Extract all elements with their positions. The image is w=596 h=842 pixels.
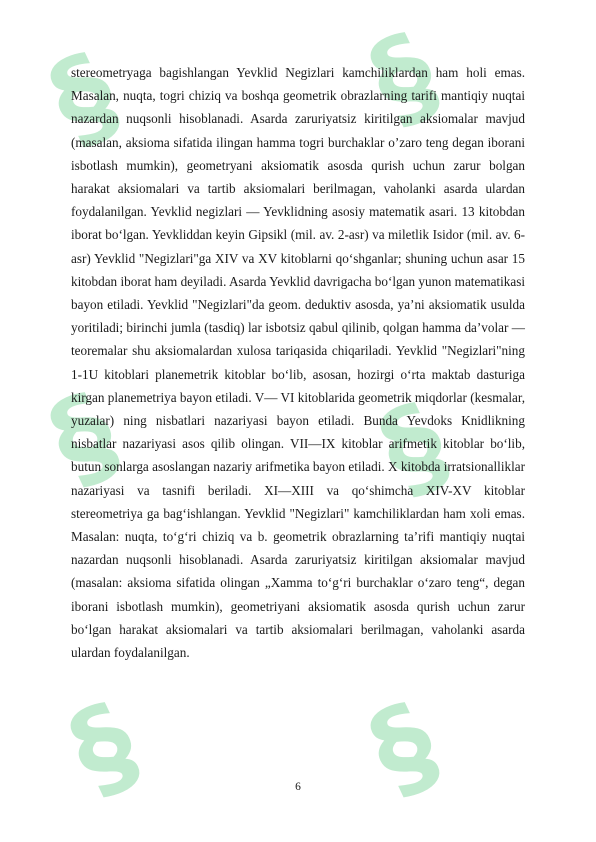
svg-text:§: § [351,677,456,817]
svg-text:§: § [361,377,466,517]
body-paragraph: stereometryaga bagishlangan Yevklid Negizlari kamchiliklardan ham holi emas. Masalan, nuqta, togri chiziq va boshqa geometrik obrazlarning tarifi mantiqiy nuqtai nazardan nuqsonli hisoblanadi. Asarda zaruriyatsiz kiritilgan aksiomalar mavjud (masalan, aksioma sifatida ilingan hamma togri burchaklar o’zaro teng degan iborani isbotlash mumkin), geometryani aksiomatik asosda qurish uchun zarur bolgan harakat aksiomalari va tartib aksiomalari berilmagan, vaholanki asarda ulardan foydalanilgan. Yevklid negizlari — Yevklidning asosiy matematik asari. 13 kitobdan iborat boʻlgan. Yevkliddan keyin Gipsikl (mil. av. 2-asr) va miletlik Isidor (mil. av. 6-asr) Yevklid "Negizlari"ga XIV va XV kitoblarni qoʻshganlar; shuning uchun asar 15 kitobdan iborat ham deyiladi. Asarda Yevklid davrigacha boʻlgan yunon matematikasi bayon etiladi. Yevklid "Negizlari"da geom. deduktiv asosda, yaʼni aksiomatik usulda yoritiladi; birinchi jumla (tasdiq) lar isbotsiz qabul qilinib, qolgan hamma daʼvolar — teoremalar shu aksiomalardan xulosa tariqasida chiqariladi. Yevklid "Negizlari"ning 1-1U kitoblari planemetrik kitoblar boʻlib, asosan, hozirgi oʻrta maktab dasturiga kirgan planemetriya bayon etiladi. V— VI kitoblarida geometrik miqdorlar (kesmalar, yuzalar) ning nisbatlari nazariyasi bayon etiladi. Bunda Yevdoks Knidlikning nisbatlar nazariyasi asos qilib olingan. VII—IX kitoblar arifmetik kitoblar boʻlib, butun sonlarga asoslangan nazariy arifmetika bayon etiladi. X kitobda irratsionalliklar nazariyasi va tasnifi beriladi. XI—XIII va qoʻshimcha XIV-XV kitoblar stereometriya ga bagʻishlangan. Yevklid "Negizlari" kamchiliklardan ham xoli emas. Masalan: nuqta, toʻgʻri chiziq va b. geometrik obrazlarning taʼrifi mantiqiy nuqtai nazardan nuqsonli hisoblanadi. Asarda zaruriyatsiz kiritilgan aksiomalar mavjud (masalan: aksioma sifatida olingan „Xamma toʻgʻri burchaklar oʻzaro teng“, degan iborani isbotlash mumkin), geometriyani aksiomatik asosda qurish uchun zarur boʻlgan harakat aksiomalari va tartib aksiomalari berilmagan, vaholanki asarda ulardan foydalanilgan. [71,65,525,661]
svg-text:§: § [31,367,136,507]
svg-text:§: § [51,677,156,817]
svg-text:§: § [351,7,456,147]
page-number: 6 [295,781,301,793]
svg-text:§: § [31,27,136,167]
